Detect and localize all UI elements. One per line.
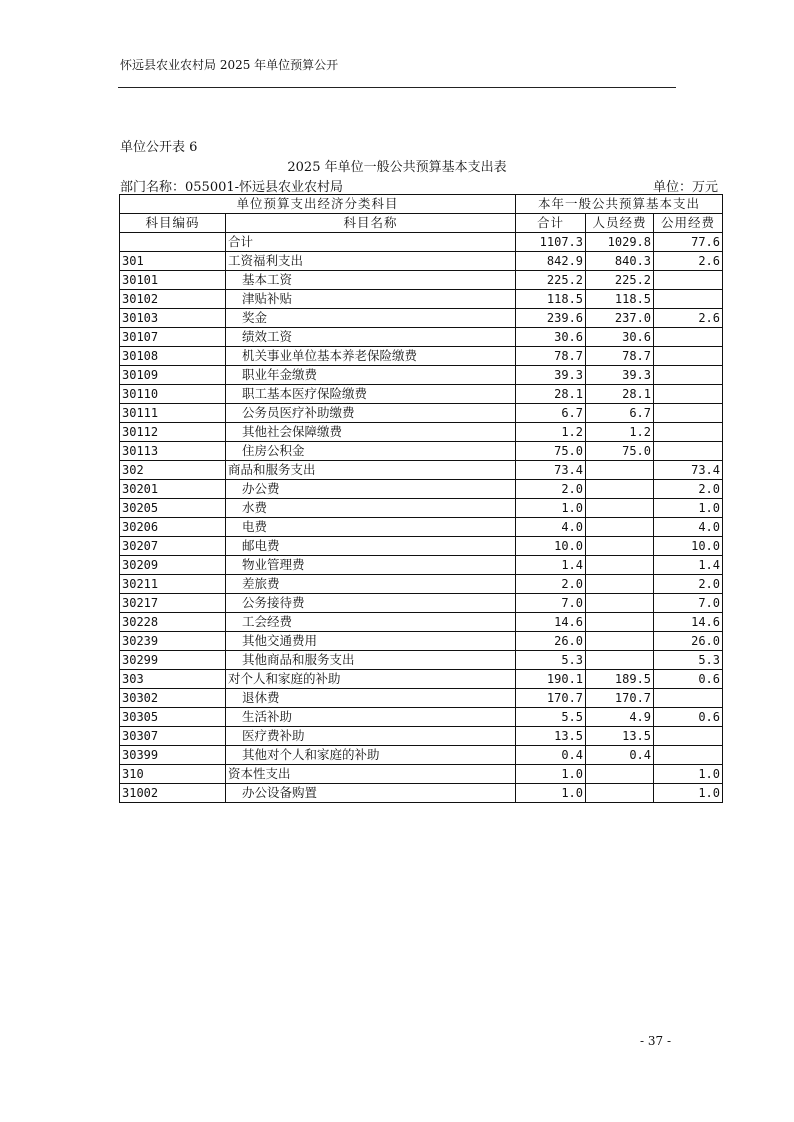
row-public (654, 423, 723, 442)
row-name: 基本工资 (226, 271, 516, 290)
row-personnel: 30.6 (586, 328, 654, 347)
row-personnel: 4.9 (586, 708, 654, 727)
row-code: 30302 (120, 689, 226, 708)
header-row-group (120, 195, 723, 214)
header-group-right: 本年一般公共预算基本支出 (516, 195, 723, 214)
header-personnel: 人员经费 (586, 214, 654, 233)
row-name: 工资福利支出 (226, 252, 516, 271)
row-total: 30.6 (516, 328, 586, 347)
row-personnel: 1029.8 (586, 233, 654, 252)
row-public (654, 328, 723, 347)
row-personnel (586, 556, 654, 575)
row-code: 30110 (120, 385, 226, 404)
department-name: 部门名称：055001-怀远县农业农村局 (120, 180, 344, 195)
table-row (120, 613, 723, 632)
row-total: 842.9 (516, 252, 586, 271)
table-row (120, 347, 723, 366)
table-row (120, 518, 723, 537)
row-public: 0.6 (654, 670, 723, 689)
row-name: 电费 (226, 518, 516, 537)
row-public (654, 442, 723, 461)
row-total: 0.4 (516, 746, 586, 765)
row-name: 商品和服务支出 (226, 461, 516, 480)
row-total: 78.7 (516, 347, 586, 366)
row-public: 2.6 (654, 252, 723, 271)
row-name: 合计 (226, 233, 516, 252)
row-total: 13.5 (516, 727, 586, 746)
table-row (120, 727, 723, 746)
row-name: 水费 (226, 499, 516, 518)
row-code: 30201 (120, 480, 226, 499)
unit-label: 单位：万元 (652, 180, 718, 195)
row-name: 医疗费补助 (226, 727, 516, 746)
row-total: 6.7 (516, 404, 586, 423)
table-row (120, 423, 723, 442)
row-code: 30217 (120, 594, 226, 613)
row-name: 其他商品和服务支出 (226, 651, 516, 670)
row-code: 30109 (120, 366, 226, 385)
table-row (120, 480, 723, 499)
row-total: 10.0 (516, 537, 586, 556)
table-label: 单位公开表 6 (120, 140, 198, 155)
page-header-text: 怀远县农业农村局 2025 年单位预算公开 (120, 58, 339, 72)
row-name: 住房公积金 (226, 442, 516, 461)
row-total: 190.1 (516, 670, 586, 689)
row-total: 14.6 (516, 613, 586, 632)
header-public: 公用经费 (654, 214, 723, 233)
table-row (120, 442, 723, 461)
row-personnel (586, 784, 654, 803)
header-group-left: 单位预算支出经济分类科目 (120, 195, 516, 214)
row-public (654, 385, 723, 404)
row-total: 7.0 (516, 594, 586, 613)
row-personnel (586, 632, 654, 651)
row-total: 75.0 (516, 442, 586, 461)
row-total: 239.6 (516, 309, 586, 328)
row-code: 30228 (120, 613, 226, 632)
row-personnel: 6.7 (586, 404, 654, 423)
row-code: 30211 (120, 575, 226, 594)
table-body (120, 233, 723, 803)
row-total: 2.0 (516, 575, 586, 594)
row-personnel (586, 499, 654, 518)
row-personnel (586, 594, 654, 613)
row-public: 1.0 (654, 499, 723, 518)
row-personnel: 75.0 (586, 442, 654, 461)
row-total: 39.3 (516, 366, 586, 385)
row-personnel: 840.3 (586, 252, 654, 271)
row-total: 1107.3 (516, 233, 586, 252)
row-name: 办公设备购置 (226, 784, 516, 803)
row-name: 资本性支出 (226, 765, 516, 784)
row-name: 绩效工资 (226, 328, 516, 347)
row-public: 4.0 (654, 518, 723, 537)
row-code: 302 (120, 461, 226, 480)
row-public: 14.6 (654, 613, 723, 632)
row-code: 30206 (120, 518, 226, 537)
row-public (654, 347, 723, 366)
table-row (120, 670, 723, 689)
table-row (120, 309, 723, 328)
row-code: 30207 (120, 537, 226, 556)
row-name: 其他交通费用 (226, 632, 516, 651)
row-public: 0.6 (654, 708, 723, 727)
row-public: 5.3 (654, 651, 723, 670)
header-row-columns (120, 214, 723, 233)
row-personnel (586, 651, 654, 670)
row-public: 2.0 (654, 480, 723, 499)
row-public (654, 290, 723, 309)
table-row (120, 271, 723, 290)
row-public: 1.0 (654, 765, 723, 784)
row-code: 30299 (120, 651, 226, 670)
row-personnel: 237.0 (586, 309, 654, 328)
page-number: - 37 - (640, 1034, 672, 1048)
row-public (654, 271, 723, 290)
row-code: 30305 (120, 708, 226, 727)
row-personnel (586, 575, 654, 594)
table-row (120, 651, 723, 670)
row-personnel: 225.2 (586, 271, 654, 290)
header-name: 科目名称 (226, 214, 516, 233)
row-name: 差旅费 (226, 575, 516, 594)
row-public (654, 404, 723, 423)
row-name: 职业年金缴费 (226, 366, 516, 385)
row-public (654, 727, 723, 746)
row-name: 职工基本医疗保险缴费 (226, 385, 516, 404)
row-code: 30113 (120, 442, 226, 461)
row-personnel (586, 613, 654, 632)
row-total: 2.0 (516, 480, 586, 499)
row-name: 其他社会保障缴费 (226, 423, 516, 442)
table-row (120, 404, 723, 423)
row-personnel (586, 480, 654, 499)
row-name: 生活补助 (226, 708, 516, 727)
table-row (120, 689, 723, 708)
row-personnel: 189.5 (586, 670, 654, 689)
row-code: 30239 (120, 632, 226, 651)
row-total: 26.0 (516, 632, 586, 651)
row-public: 26.0 (654, 632, 723, 651)
row-name: 办公费 (226, 480, 516, 499)
table-row (120, 499, 723, 518)
table-row (120, 575, 723, 594)
row-total: 225.2 (516, 271, 586, 290)
row-code: 30107 (120, 328, 226, 347)
row-public: 2.0 (654, 575, 723, 594)
row-total: 1.4 (516, 556, 586, 575)
header-total: 合计 (516, 214, 586, 233)
row-code: 30103 (120, 309, 226, 328)
row-code: 310 (120, 765, 226, 784)
row-total: 4.0 (516, 518, 586, 537)
row-code: 30209 (120, 556, 226, 575)
row-personnel: 78.7 (586, 347, 654, 366)
row-name: 奖金 (226, 309, 516, 328)
table-row (120, 632, 723, 651)
table-row (120, 594, 723, 613)
row-personnel: 118.5 (586, 290, 654, 309)
row-name: 物业管理费 (226, 556, 516, 575)
row-name: 退休费 (226, 689, 516, 708)
table-row (120, 328, 723, 347)
row-public: 77.6 (654, 233, 723, 252)
row-code: 303 (120, 670, 226, 689)
row-code (120, 233, 226, 252)
row-code: 30101 (120, 271, 226, 290)
row-total: 28.1 (516, 385, 586, 404)
table-row (120, 252, 723, 271)
row-total: 118.5 (516, 290, 586, 309)
row-total: 1.0 (516, 784, 586, 803)
row-name: 邮电费 (226, 537, 516, 556)
row-personnel: 39.3 (586, 366, 654, 385)
row-total: 73.4 (516, 461, 586, 480)
row-public: 2.6 (654, 309, 723, 328)
header-rule (118, 87, 676, 88)
row-public: 1.0 (654, 784, 723, 803)
row-code: 30205 (120, 499, 226, 518)
row-name: 公务接待费 (226, 594, 516, 613)
row-code: 30108 (120, 347, 226, 366)
table-row (120, 746, 723, 765)
table-row (120, 233, 723, 252)
table-row (120, 366, 723, 385)
table-title: 2025 年单位一般公共预算基本支出表 (287, 160, 507, 175)
row-personnel (586, 518, 654, 537)
row-total: 1.0 (516, 765, 586, 784)
row-personnel: 0.4 (586, 746, 654, 765)
row-total: 5.3 (516, 651, 586, 670)
row-name: 公务员医疗补助缴费 (226, 404, 516, 423)
row-code: 30399 (120, 746, 226, 765)
row-public: 10.0 (654, 537, 723, 556)
row-total: 5.5 (516, 708, 586, 727)
table-row (120, 537, 723, 556)
table-row (120, 556, 723, 575)
row-code: 30102 (120, 290, 226, 309)
table-row (120, 461, 723, 480)
row-public: 73.4 (654, 461, 723, 480)
row-personnel: 28.1 (586, 385, 654, 404)
row-personnel: 170.7 (586, 689, 654, 708)
row-code: 30112 (120, 423, 226, 442)
row-total: 1.0 (516, 499, 586, 518)
row-code: 30111 (120, 404, 226, 423)
row-code: 31002 (120, 784, 226, 803)
row-public (654, 746, 723, 765)
row-personnel: 13.5 (586, 727, 654, 746)
row-code: 30307 (120, 727, 226, 746)
table-row (120, 708, 723, 727)
table-row (120, 784, 723, 803)
row-public: 1.4 (654, 556, 723, 575)
row-public: 7.0 (654, 594, 723, 613)
row-name: 其他对个人和家庭的补助 (226, 746, 516, 765)
row-name: 对个人和家庭的补助 (226, 670, 516, 689)
table-row (120, 290, 723, 309)
row-total: 1.2 (516, 423, 586, 442)
row-public (654, 689, 723, 708)
row-total: 170.7 (516, 689, 586, 708)
table-row (120, 765, 723, 784)
budget-table (119, 194, 723, 803)
row-personnel (586, 461, 654, 480)
row-personnel (586, 765, 654, 784)
row-code: 301 (120, 252, 226, 271)
row-name: 工会经费 (226, 613, 516, 632)
header-code: 科目编码 (120, 214, 226, 233)
row-personnel: 1.2 (586, 423, 654, 442)
row-personnel (586, 537, 654, 556)
row-name: 津贴补贴 (226, 290, 516, 309)
row-public (654, 366, 723, 385)
row-name: 机关事业单位基本养老保险缴费 (226, 347, 516, 366)
table-row (120, 385, 723, 404)
